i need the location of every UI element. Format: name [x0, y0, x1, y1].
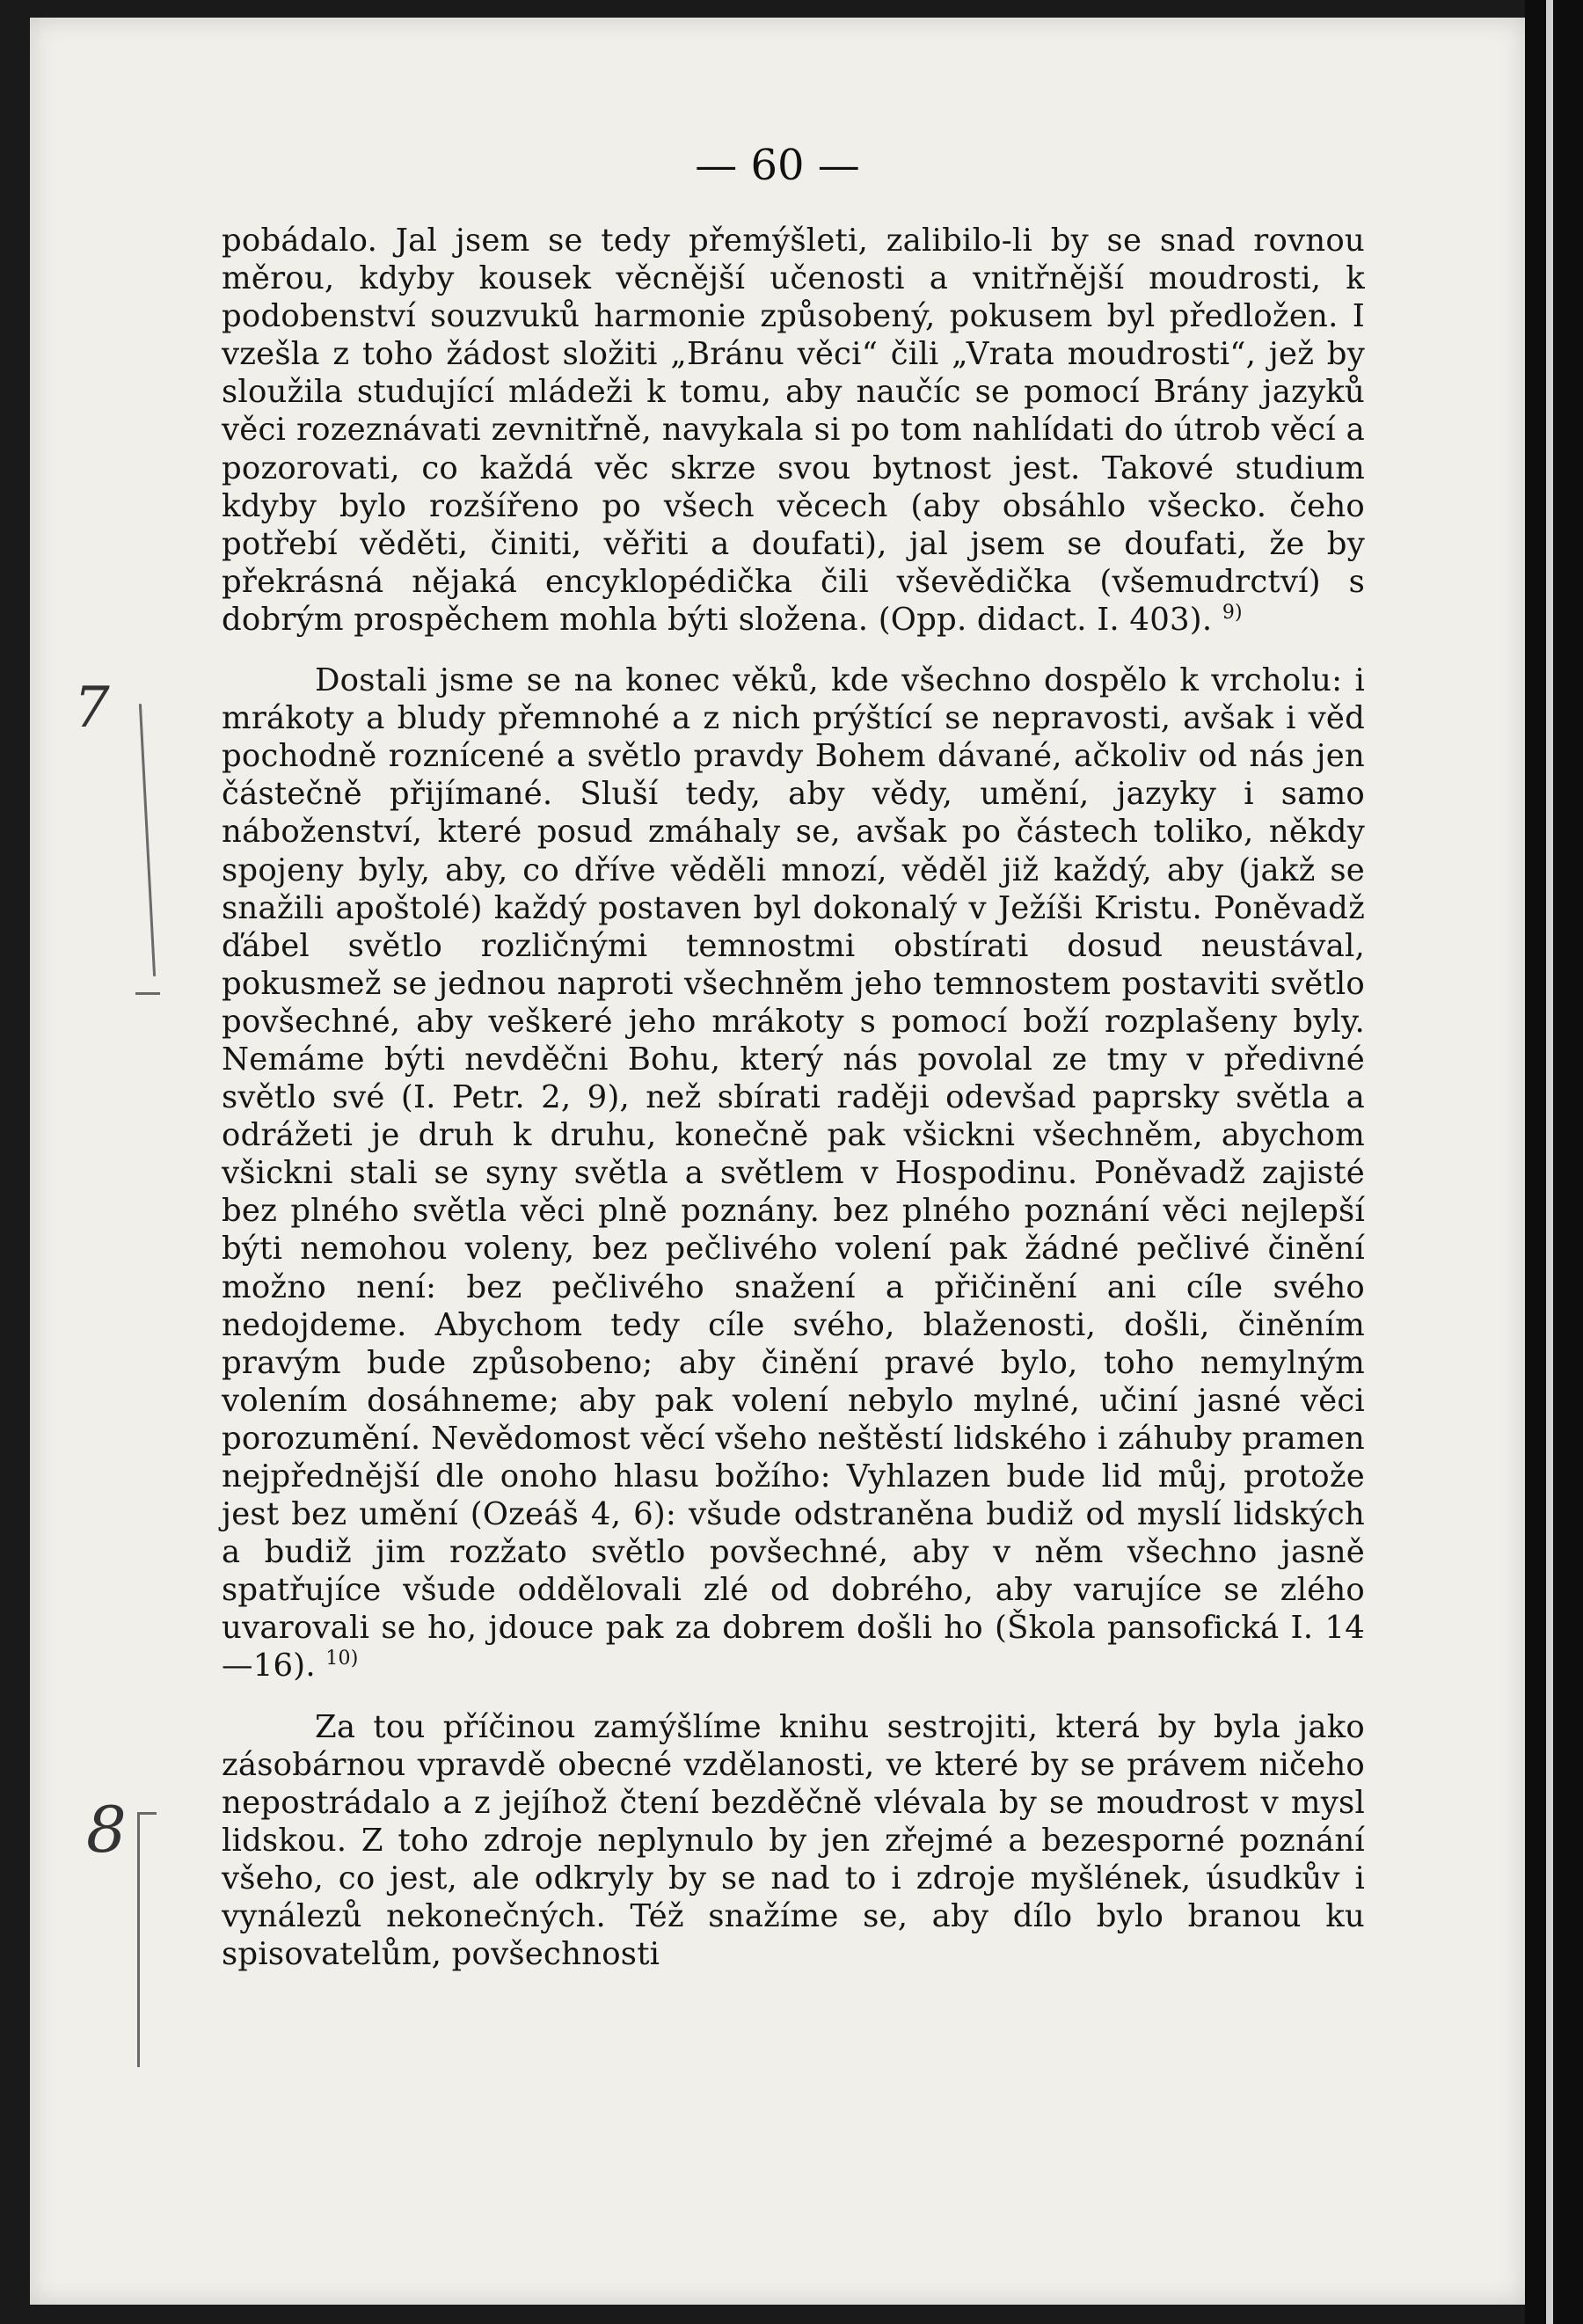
book-page — [30, 18, 1525, 2305]
scan-edge-line — [1546, 0, 1553, 2324]
paragraph-3 — [222, 1708, 1365, 1974]
paragraph-1 — [222, 222, 1365, 639]
paragraph-1-text: pobádalo. Jal jsem se tedy přemýšleti, zalibilo-li by se snad rovnou měrou, kdyby kousek věcnější učenosti a vnitřnější moudrosti, k podobenství souzvuků harmonie způsobený, pokusem byl předložen. I vzešla z toho žádost složiti „Bránu věci“ čili „Vrata moudrosti“, jež by sloužila studující mládeži k tomu, aby naučíc se pomocí Brány jazyků věci rozeznávati zevnitřně, navykala si po tom nahlídati do útrob věcí a pozorovati, co každá věc skrze svou bytnost jest. Takové studium kdyby bylo rozšířeno po všech věcech (aby obsáhlo všecko. čeho potřebí věděti, činiti, věřiti a doufati), jal jsem se doufati, že by překrásná nějaká encyklopédička čili vševědička (všemudrctví) s dobrým prospěchem mohla býti složena. (Opp. didact. I. 403). — [222, 223, 1365, 638]
paragraph-2 — [222, 661, 1365, 1685]
margin-bracket-tick — [135, 992, 160, 995]
paragraph-3-text: Za tou příčinou zamýšlíme knihu sestrojiti, která by byla jako zásobárnou vpravdě obecné vzdělanosti, ve které by se právem ničeho nepostrádalo a z jejíhož čtení bezděčně vlévala by se moudrost v mysl lidskou. Z toho zdroje neplynulo by jen zřejmé a bezesporné poznání všeho, co jest, ale odkryly by se nad to i zdroje myšlének, úsudkův i vynálezů nekonečných. Též snažíme se, aby dílo bylo branou ku spisovatelům, povšechnosti — [222, 1708, 1365, 1973]
page-number: — 60 — — [695, 141, 860, 190]
paragraph-2-text: Dostali jsme se na konec věků, kde všechno dospělo k vrcholu: i mrákoty a bludy přemnohé a z nich prýštící se nepravosti, avšak i věd pochodně roznícené a světlo pravdy Bohem dávané, ačkoliv od nás jen částečně přijímané. Sluší tedy, aby vědy, umění, jazyky i samo náboženství, které posud zmáhaly se, avšak po částech toliko, někdy spojeny byly, aby, co dříve věděli mnozí, věděl již každý, aby (jakž se snažili apoštolé) každý postaven byl dokonalý v Ježíši Kristu. Poněvadž ďábel světlo rozličnými temnostmi obstírati dosud neustával, pokusmež se jednou naproti všechněm jeho temnostem postaviti světlo povšechné, aby veškeré jeho mrákoty s pomocí boží rozplašeny byly. Nemáme býti nevděčni Bohu, který nás povolal ze tmy v předivné světlo své (I. Petr. 2, 9), než sbírati raději odevšad paprsky světla a odrážeti je druh k druhu, konečně pak všickni všechněm, abychom všickni stali se syny světla a světlem v Hospodinu. Poněvadž zajisté bez plného světla věci plně poznány. bez plného poznání věci nejlepší býti nemohou voleny, bez pečlivého volení pak žádné pečlivé činění možno není: bez pečlivého snažení a přičinění ani cíle svého nedojdeme. Abychom tedy cíle svého, blaženosti, došli, činěním pravým bude způsobeno; aby činění pravé bylo, toho nemylným volením dosáhneme; aby pak volení nebylo mylné, učiní jasné věci porozumění. Nevědomost věcí všeho neštěstí lidského i záhuby pramen nejpřednější dle onoho hlasu božího: Vyhlazen bude lid můj, protože jest bez umění (Ozeáš 4, 6): všude odstraněna budiž od myslí lidských a budiž jim rozžato světlo povšechné, aby v něm všechno jasně spatřujíce všude oddělovali zlé od dobrého, aby varujíce se zlého uvarovali se ho, jdouce pak za dobrem došli ho (Škola pansofická I. 14—16). — [222, 662, 1365, 1685]
margin-bracket-line — [139, 704, 156, 976]
scan-edge — [1525, 0, 1583, 2324]
margin-mark-eight: 8 — [86, 1793, 127, 1867]
margin-bracket-line-2 — [137, 1812, 140, 2067]
body-text — [222, 222, 1365, 1973]
footnote-ref-10: 10) — [325, 1648, 359, 1670]
margin-mark-seven: 7 — [74, 676, 110, 741]
footnote-ref-9: 9) — [1222, 602, 1243, 625]
margin-bracket-tick-2 — [137, 1812, 157, 1815]
